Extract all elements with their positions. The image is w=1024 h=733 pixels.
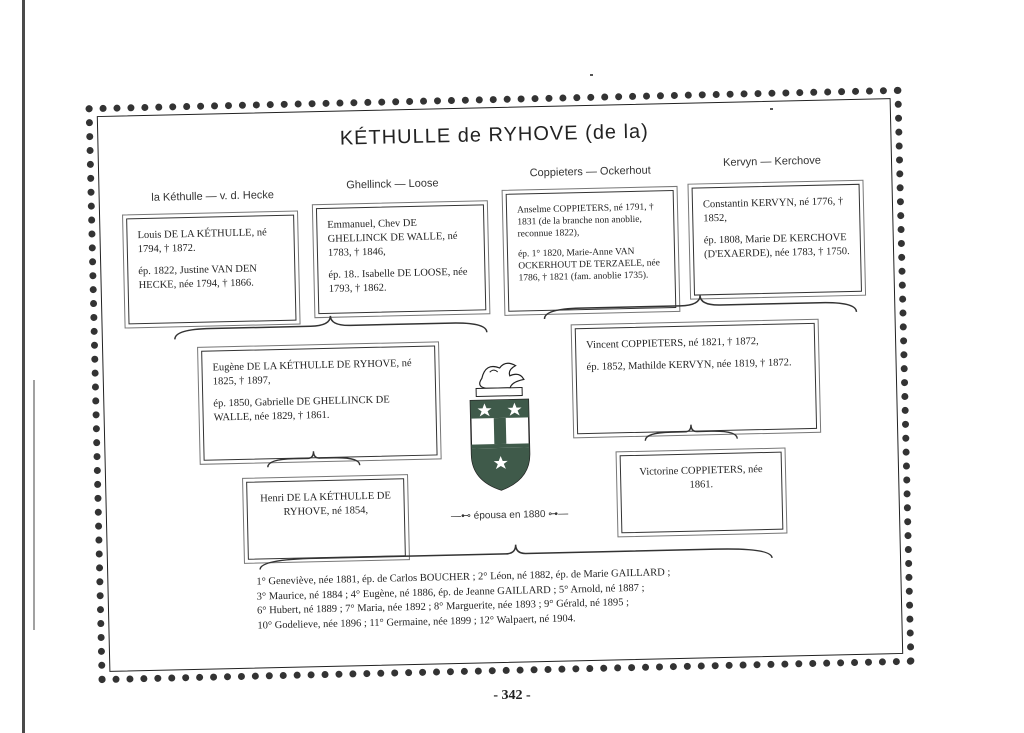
fleuron-icon: —⊷ — [450, 510, 472, 523]
heraldic-shield-icon — [463, 357, 536, 495]
grandparents-coppieters-box — [506, 190, 677, 312]
grandmother-entry: ép. 1° 1820, Marie-Anne VAN OCKERHOUT DE TERZAELE, née 1786, † 1821 (fam. anoblie 1735). — [517, 246, 661, 284]
children-line: 10° Godelieve, née 1896 ; 11° Germaine, née 1899 ; 12° Walpaert, né 1904. — [257, 612, 576, 632]
grandfather-entry: Constantin KERVYN, né 1776, † 1852, — [702, 196, 844, 225]
parents-kethulle-box — [201, 345, 437, 460]
scan-edge — [22, 0, 25, 733]
scan-edge-secondary — [33, 380, 35, 630]
grandmother-entry: ép. 1808, Marie DE KERCHOVE (D'EXAERDE), née 1783, † 1750. — [703, 232, 850, 261]
grandparents-kervyn-box — [692, 184, 862, 296]
victorine-box — [620, 452, 784, 534]
grandfather-entry: Anselme COPPIETERS, né 1791, † 1831 (de la branche non anoblie, reconnue 1822), — [516, 202, 654, 240]
children-list — [256, 564, 777, 634]
genealogy-plate — [86, 87, 915, 683]
plate-title: KÉTHULLE de RYHOVE (de la) — [339, 120, 650, 150]
grandmother-entry: ép. 18.. Isabelle DE LOOSE, née 1793, † 1862. — [328, 266, 468, 295]
grandfather-entry: Emmanuel, Chev DE GHELLINCK DE WALLE, né 1783, † 1846, — [327, 217, 458, 259]
column-header-ghellinck: Ghellinck — Loose — [346, 177, 439, 192]
parents-coppieters-box — [575, 323, 817, 434]
mother-entry: ép. 1852, Mathilde KERVYN, née 1819, † 1872. — [586, 357, 792, 374]
children-line: 6° Hubert, né 1889 ; 7° Maria, née 1892 ; 8° Marguerite, née 1893 ; 9° Gérald, né 1895 ; — [256, 597, 630, 617]
mother-entry: ép. 1850, Gabrielle DE GHELLINCK DE WALLE, née 1829, † 1861. — [213, 394, 390, 424]
fleuron-icon: ⊶— — [548, 508, 569, 520]
wife-entry: Victorine COPPIETERS, née 1861. — [639, 464, 763, 491]
dust-speck — [590, 74, 593, 76]
brace-to-henri — [263, 449, 363, 473]
brace-to-victorine — [641, 423, 741, 447]
children-line: 1° Geneviève, née 1881, ép. de Carlos BOUCHER ; 2° Léon, né 1882, ép. de Marie GAILLARD ; — [256, 567, 671, 588]
grandparents-kethulle-box — [126, 215, 296, 325]
husband-entry: Henri DE LA KÉTHULLE DE RYHOVE, né 1854, — [260, 490, 391, 518]
grandparents-ghellinck-box — [316, 204, 486, 314]
marriage-label: épousa en 1880 — [473, 509, 546, 522]
column-header-kervyn: Kervyn — Kerchove — [722, 154, 822, 169]
children-line: 3° Maurice, né 1884 ; 4° Eugène, né 1886, ép. de Jeanne GAILLARD ; 5° Arnold, né 1887 ; — [256, 582, 645, 603]
page-number: - 342 - — [493, 688, 531, 703]
father-entry: Eugène DE LA KÉTHULLE DE RYHOVE, né 1825, † 1897, — [212, 358, 412, 388]
grandmother-entry: ép. 1822, Justine VAN DEN HECKE, née 1794, † 1866. — [138, 263, 258, 292]
column-header-kethulle: la Kéthulle — v. d. Hecke — [151, 189, 275, 204]
column-header-coppieters: Coppieters — Ockerhout — [529, 164, 651, 180]
grandfather-entry: Louis DE LA KÉTHULLE, né 1794, † 1872. — [137, 227, 267, 256]
father-entry: Vincent COPPIETERS, né 1821, † 1872, — [586, 336, 759, 352]
